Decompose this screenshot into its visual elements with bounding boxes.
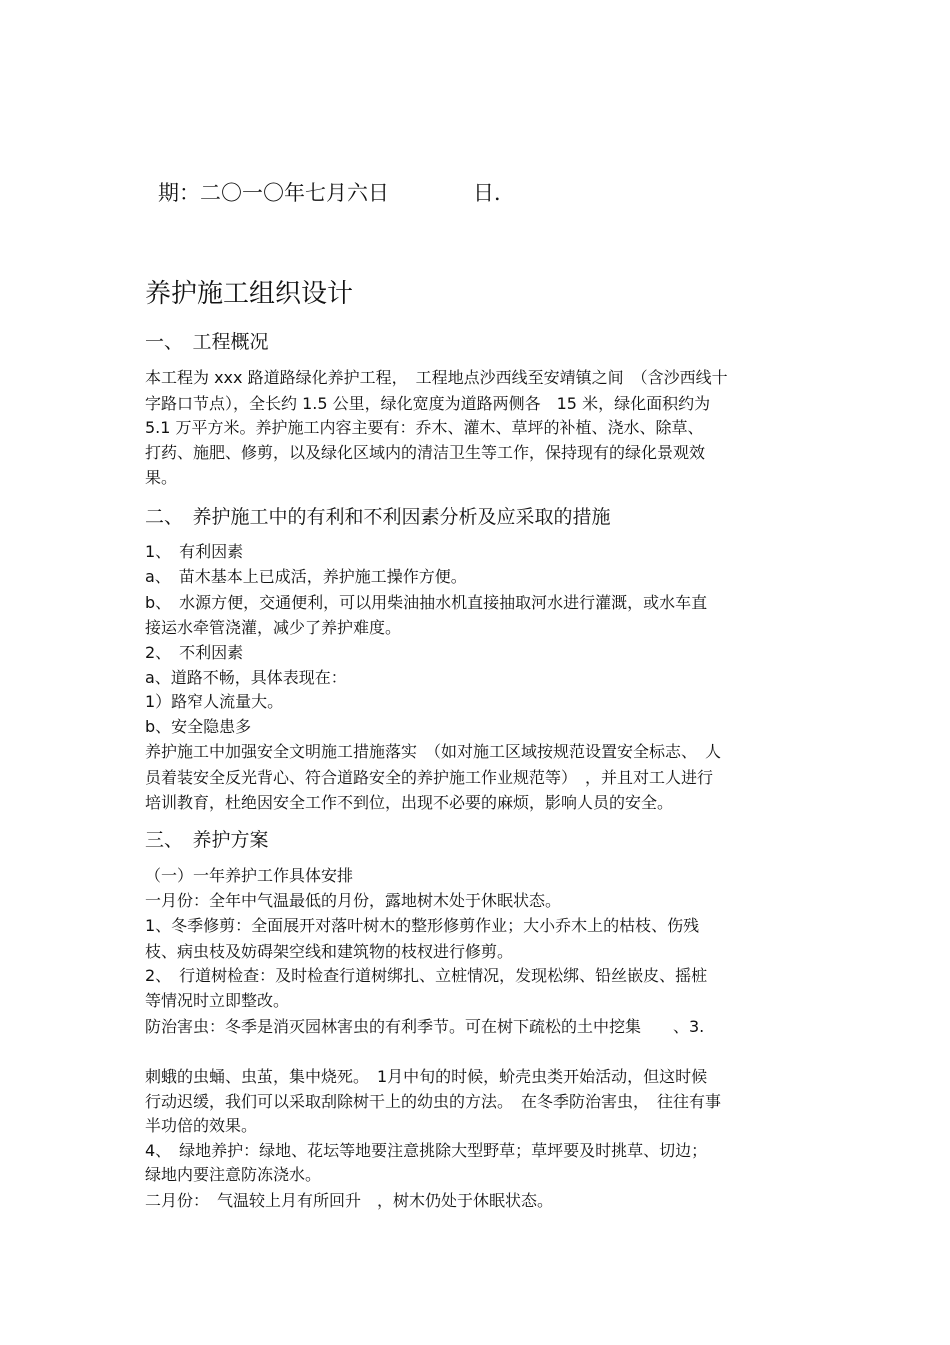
paragraph-line: 字路口节点），全长约 1.5 公里，绿化宽度为道路两侧各 15 米，绿化面积约为 bbox=[145, 394, 711, 413]
paragraph-line: 防治害虫：冬季是消灭园林害虫的有利季节。可在树下疏松的土中挖集 、3. bbox=[145, 1017, 705, 1036]
paragraph-line: 1）路窄人流量大。 bbox=[145, 692, 284, 711]
paragraph-line: 二月份： 气温较上月有所回升 ，树木仍处于休眠状态。 bbox=[145, 1191, 554, 1210]
section-heading-analysis: 二、 养护施工中的有利和不利因素分析及应采取的措施 bbox=[145, 506, 611, 528]
paragraph-line: 5.1 万平方米。养护施工内容主要有：乔木、灌木、草坪的补植、浇水、除草、 bbox=[145, 418, 704, 437]
section-heading-overview: 一、 工程概况 bbox=[145, 331, 269, 353]
paragraph-line: 培训教育，杜绝因安全工作不到位，出现不必要的麻烦，影响人员的安全。 bbox=[145, 793, 674, 812]
paragraph-line: （一）一年养护工作具体安排 bbox=[145, 866, 354, 885]
paragraph-line: 2、 不利因素 bbox=[145, 643, 244, 662]
paragraph-line: a、道路不畅，具体表现在： bbox=[145, 668, 347, 687]
paragraph-line: 枝、病虫枝及妨碍架空线和建筑物的枝杈进行修剪。 bbox=[145, 942, 514, 961]
paragraph-line: 接运水牵管浇灌，减少了养护难度。 bbox=[145, 618, 402, 637]
paragraph-line: b、安全隐患多 bbox=[145, 717, 252, 736]
paragraph-line: 1、冬季修剪：全面展开对落叶树木的整形修剪作业；大小乔木上的枯枝、伤残 bbox=[145, 916, 700, 935]
paragraph-line: 等情况时立即整改。 bbox=[145, 991, 290, 1010]
paragraph-line: a、 苗木基本上已成活，养护施工操作方便。 bbox=[145, 567, 467, 586]
document-title: 养护施工组织设计 bbox=[145, 279, 354, 309]
date-line: 期：二〇一〇年七月六日 日． bbox=[158, 181, 515, 205]
paragraph-line: 2、 行道树检查：及时检查行道树绑扎、立桩情况，发现松绑、铅丝嵌皮、摇桩 bbox=[145, 966, 708, 985]
paragraph-line: 一月份：全年中气温最低的月份，露地树木处于休眠状态。 bbox=[145, 891, 562, 910]
paragraph-line: 果。 bbox=[145, 468, 178, 487]
paragraph-line: 打药、施肥、修剪，以及绿化区域内的清洁卫生等工作，保持现有的绿化景观效 bbox=[145, 443, 706, 462]
paragraph-line: 刺蛾的虫蛹、虫茧，集中烧死。 1月中旬的时候，蚧壳虫类开始活动，但这时候 bbox=[145, 1067, 708, 1086]
section-heading-plan: 三、 养护方案 bbox=[145, 829, 269, 851]
paragraph-line: b、 水源方便，交通便利，可以用柴油抽水机直接抽取河水进行灌溉，或水车直 bbox=[145, 593, 708, 612]
paragraph-line: 员着装安全反光背心、符合道路安全的养护施工作业规范等） ，并且对工人进行 bbox=[145, 768, 714, 787]
paragraph-line: 4、 绿地养护：绿地、花坛等地要注意挑除大型野草；草坪要及时挑草、切边； bbox=[145, 1141, 708, 1160]
paragraph-line: 1、 有利因素 bbox=[145, 542, 244, 561]
paragraph-line: 养护施工中加强安全文明施工措施落实 （如对施工区域按规范设置安全标志、 人 bbox=[145, 742, 722, 761]
paragraph-line: 绿地内要注意防冻浇水。 bbox=[145, 1165, 322, 1184]
paragraph-line: 本工程为 xxx 路道路绿化养护工程， 工程地点沙西线至安靖镇之间 （含沙西线十 bbox=[145, 368, 728, 387]
paragraph-line: 半功倍的效果。 bbox=[145, 1116, 258, 1135]
paragraph-line: 行动迟缓，我们可以采取刮除树干上的幼虫的方法。 在冬季防治害虫， 往往有事 bbox=[145, 1092, 722, 1111]
